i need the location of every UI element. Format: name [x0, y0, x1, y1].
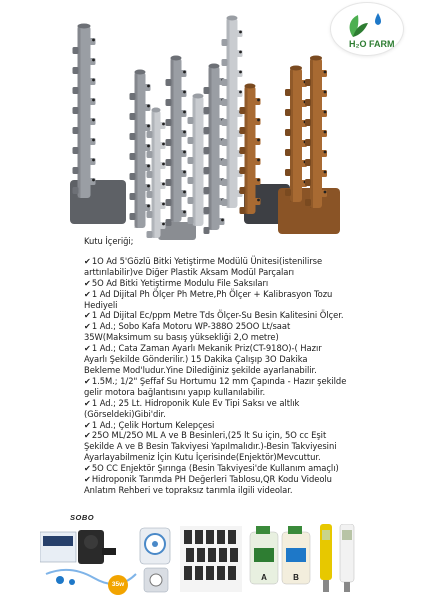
contents-item — [84, 420, 354, 431]
contents-item-text: 5O Ad Bitki Yetiştirme Modulu File Saksıları — [91, 277, 269, 288]
contents-item-text: Bekleme Mod'ludur.Yine Dilediğiniz şekilde ayarlanabilir. — [84, 364, 317, 375]
contents-item — [84, 278, 354, 289]
contents-item-text: 1O Ad 5'Gözlü Bitki Yetiştirme Modülü Ünitesi(istenilirse — [91, 255, 323, 266]
included-products-image — [40, 524, 388, 596]
ec-meter-image — [340, 524, 354, 592]
check-icon: ✔ — [84, 375, 91, 386]
contents-item-text: Anlatım Rehberi ve topraksız tarımla ilgili videolar. — [84, 484, 293, 495]
contents-item-text: 1 Ad.; Sobo Kafa Motoru WP-388O 25OO Lt/saat — [91, 321, 291, 332]
bottle-b-label: B — [293, 573, 299, 582]
contents-heading: Kutu İçeriği; — [84, 236, 134, 246]
bottle-a-label: A — [261, 573, 267, 582]
contents-item-text: 1.5M.; 1/2" Şeffaf Su Hortumu 12 mm Çapında - Hazır şekilde — [91, 375, 347, 386]
check-icon: ✔ — [84, 310, 91, 321]
check-icon: ✔ — [84, 288, 91, 299]
contents-item — [84, 365, 354, 376]
contents-item-text: 1 Ad.; Cata Zaman Ayarlı Mekanik Priz(CT-918O)-( Hazır — [91, 343, 322, 354]
contents-item-text: 25O ML/25O ML A ve B Besinleri,(25 lt Su için, 5O cc Eşit — [91, 430, 327, 441]
package-contents — [84, 236, 354, 496]
contents-item — [84, 321, 354, 332]
pump-brand-label: SOBO — [70, 513, 95, 522]
contents-item-text: 35W(Maksimum su basış yüksekliği 2,O metre) — [84, 332, 279, 343]
contents-item — [84, 463, 354, 474]
check-icon: ✔ — [84, 397, 91, 408]
hydroponic-towers-image — [58, 12, 358, 244]
check-icon: ✔ — [84, 255, 91, 266]
contents-item-text: arttırılabilir)ve Diğer Plastik Aksam Modül Parçaları — [84, 266, 295, 277]
contents-item-text: gelir motora bağlantısını yapıp kullanılabilir. — [84, 386, 266, 397]
contents-item — [84, 452, 354, 463]
contents-item — [84, 430, 354, 441]
timer-product-image — [140, 528, 170, 592]
check-icon: ✔ — [84, 430, 91, 441]
net-pots-image — [180, 526, 242, 592]
contents-item-text: 5O CC Enjektör Şırınga (Besin Takviyesi'de Kullanım amaçlı) — [91, 463, 339, 474]
contents-item — [84, 409, 354, 420]
contents-item-text: (Görseldeki)Gibi'dir. — [84, 408, 166, 419]
contents-item — [84, 354, 354, 365]
contents-item-text: Şekilde A ve B Besin Takviyesi Yapılmalıdır.)-Besin Takviyesini — [84, 441, 337, 452]
contents-item-text: Hediyeli — [84, 299, 118, 310]
contents-item-text: Ayarlı Şekilde Gönderilir.) 15 Dakika Çalışıp 3O Dakika — [84, 354, 308, 365]
ph-meter-image — [320, 524, 332, 592]
contents-item — [84, 267, 354, 278]
nutrient-bottles-image — [250, 526, 310, 584]
check-icon: ✔ — [84, 463, 91, 474]
contents-item — [84, 300, 354, 311]
contents-item — [84, 256, 354, 267]
contents-item-text: 1 Ad.; Çelik Hortum Kelepçesi — [91, 419, 215, 430]
pump-power-badge: 35w — [108, 575, 128, 595]
svg-text:H₂O FARM: H₂O FARM — [349, 39, 395, 49]
contents-item — [84, 310, 354, 321]
contents-item — [84, 387, 354, 398]
contents-item — [84, 343, 354, 354]
check-icon: ✔ — [84, 474, 91, 485]
contents-item-text: Hidroponik Tarımda PH Değerleri Tablosu,QR Kodu Videolu — [91, 474, 332, 485]
contents-item — [84, 398, 354, 409]
contents-item — [84, 485, 354, 496]
contents-item — [84, 441, 354, 452]
check-icon: ✔ — [84, 419, 91, 430]
contents-item-text: Ayarlayabilmeniz İçin Kutu İçerisinde(Enjektör)Mevcuttur. — [84, 452, 321, 463]
contents-item — [84, 474, 354, 485]
contents-item-text: 1 Ad Dijital Ec/ppm Metre Tds Ölçer-Su Besin Kalitesini Ölçer. — [91, 310, 344, 321]
contents-item — [84, 376, 354, 387]
contents-item — [84, 332, 354, 343]
contents-list — [84, 256, 354, 496]
contents-item — [84, 289, 354, 300]
contents-item-text: 1 Ad.; 25 Lt. Hidroponik Kule Ev Tipi Saksı ve altlık — [91, 397, 300, 408]
check-icon: ✔ — [84, 343, 91, 354]
check-icon: ✔ — [84, 277, 91, 288]
contents-item-text: 1 Ad Dijital Ph Ölçer Ph Metre,Ph Ölçer + Kalibrasyon Tozu — [91, 288, 333, 299]
check-icon: ✔ — [84, 321, 91, 332]
